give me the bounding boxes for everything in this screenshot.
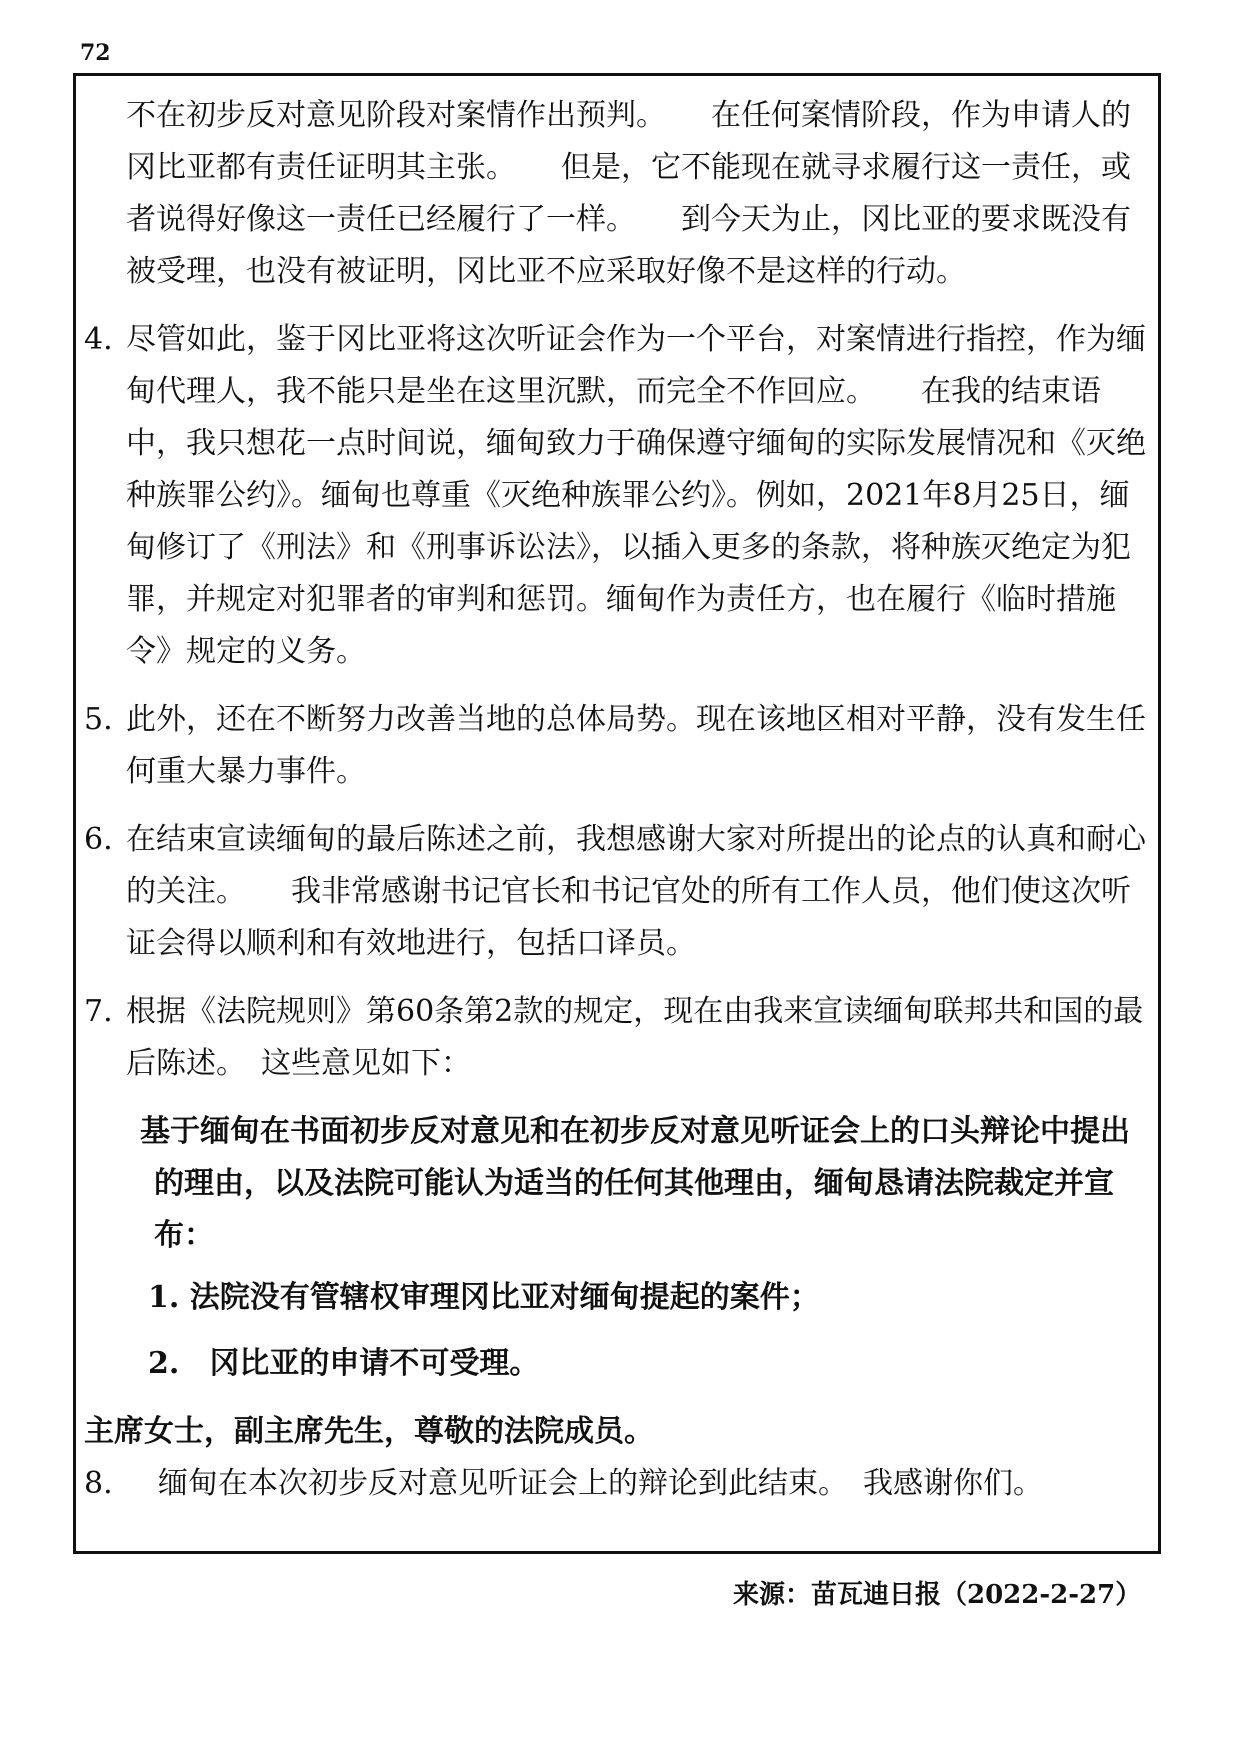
paragraph-text: 在结束宣读缅甸的最后陈述之前，我想感谢大家对所提出的论点的认真和耐心的关注。 我非常感谢书记官长和书记官处的所有工作人员，他们使这次听证会得以顺利和有效地进行，包括口译员。 (126, 822, 1146, 961)
submission-item-2: 2. 冈比亚的申请不可受理。 (148, 1346, 540, 1381)
document-body (84, 90, 1146, 1510)
paragraph-3-continued (84, 90, 1146, 298)
paragraph-8 (84, 1458, 1146, 1510)
paragraph-text: 不在初步反对意见阶段对案情作出预判。 在任何案情阶段，作为申请人的冈比亚都有责任证明其主张。 但是，它不能现在就寻求履行这一责任，或者说得好像这一责任已经履行了一样。 到今天为止，冈比亚的要求既没有被受理，也没有被证明，冈比亚不应采取好像不是这样的行动。 (126, 98, 1131, 289)
paragraph-number: 6. (84, 822, 113, 857)
paragraph-text: 尽管如此，鉴于冈比亚将这次听证会作为一个平台，对案情进行指控，作为缅甸代理人，我不能只是坐在这里沉默，而完全不作回应。 在我的结束语中，我只想花一点时间说，缅甸致力于确保遵守缅甸的实际发展情况和《灭绝种族罪公约》。缅甸也尊重《灭绝种族罪公约》。例如，2021年8月25日，缅甸修订了《刑法》和《刑事诉讼法》，以插入更多的条款，将种族灭绝定为犯罪，并规定对犯罪者的审判和惩罚。缅甸作为责任方，也在履行《临时措施令》规定的义务。 (126, 322, 1146, 669)
page-number: 72 (80, 40, 111, 66)
salutation: 主席女士，副主席先生，尊敬的法院成员。 (84, 1414, 654, 1449)
document-frame (73, 73, 1161, 1554)
paragraph-text: 此外，还在不断努力改善当地的总体局势。现在该地区相对平静，没有发生任何重大暴力事件。 (126, 702, 1146, 789)
paragraph-7 (84, 986, 1146, 1090)
paragraph-number: 7. (84, 994, 113, 1029)
submissions-intro: 基于缅甸在书面初步反对意见和在初步反对意见听证会上的口头辩论中提出的理由，以及法院可能认为适当的任何其他理由，缅甸恳请法院裁定并宣布： (140, 1114, 1130, 1253)
source-citation: 来源：苗瓦迪日报（2022-2-27） (733, 1580, 1142, 1610)
submission-item-1: 1. 法院没有管辖权审理冈比亚对缅甸提起的案件； (148, 1280, 820, 1315)
paragraph-number: 4. (84, 322, 113, 357)
paragraph-text: 缅甸在本次初步反对意见听证会上的辩论到此结束。 我感谢你们。 (158, 1466, 1043, 1501)
paragraph-number: 8. (84, 1466, 113, 1501)
paragraph-5 (84, 694, 1146, 798)
paragraph-number: 5. (84, 702, 113, 737)
paragraph-4 (84, 314, 1146, 678)
paragraph-text: 根据《法院规则》第60条第2款的规定，现在由我来宣读缅甸联邦共和国的最后陈述。 这些意见如下： (126, 994, 1144, 1081)
paragraph-6 (84, 814, 1146, 970)
